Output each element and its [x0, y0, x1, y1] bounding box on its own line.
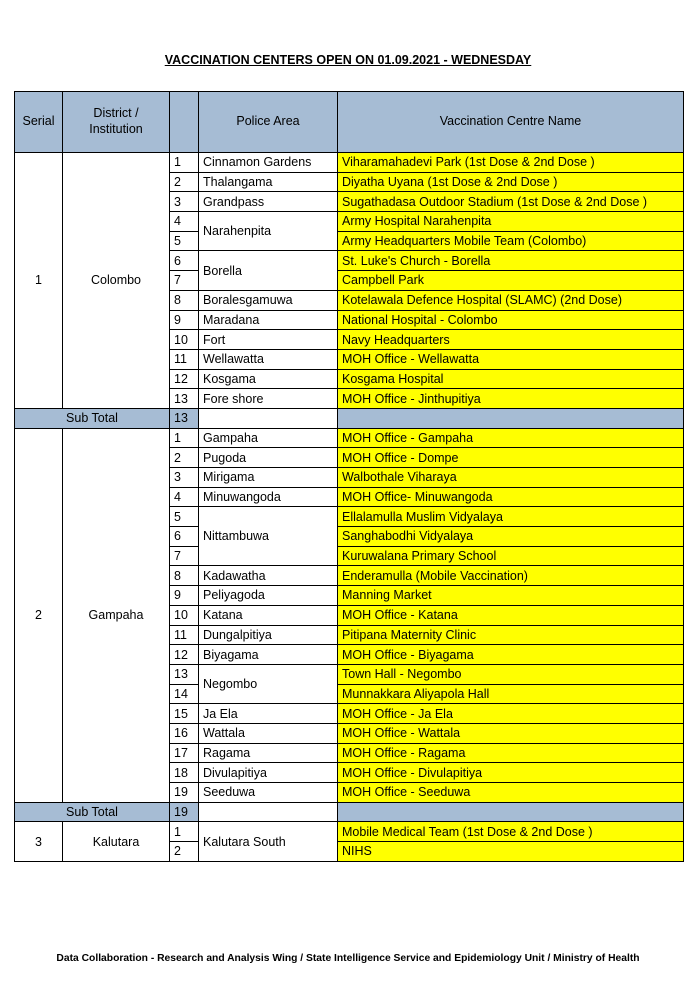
vaccination-centre-cell: St. Luke's Church - Borella [338, 251, 684, 271]
district-cell: Kalutara [63, 822, 170, 861]
vaccination-centre-cell: Diyatha Uyana (1st Dose & 2nd Dose ) [338, 172, 684, 192]
header-police-area: Police Area [199, 92, 338, 153]
table-row [15, 822, 684, 842]
row-number-cell: 16 [170, 723, 199, 743]
police-area-cell: Divulapitiya [199, 763, 338, 783]
police-area-cell: Biyagama [199, 645, 338, 665]
police-area-cell: Pugoda [199, 448, 338, 468]
vaccination-centre-cell: MOH Office - Ja Ela [338, 704, 684, 724]
row-number-cell: 4 [170, 487, 199, 507]
police-area-cell: Wattala [199, 723, 338, 743]
footer-credit: Data Collaboration - Research and Analysis Wing / State Intelligence Service and Epidemiology Unit / Ministry of Health [56, 953, 640, 964]
vaccination-centre-cell: Pitipana Maternity Clinic [338, 625, 684, 645]
row-number-cell: 1 [170, 153, 199, 173]
vaccination-centre-cell: Walbothale Viharaya [338, 468, 684, 488]
police-area-cell: Grandpass [199, 192, 338, 212]
header-serial: Serial [15, 92, 63, 153]
vaccination-centre-cell: MOH Office - Wellawatta [338, 349, 684, 369]
table-header-row [15, 92, 684, 153]
vaccination-centre-cell: MOH Office - Katana [338, 605, 684, 625]
row-number-cell: 11 [170, 349, 199, 369]
police-area-cell: Dungalpitiya [199, 625, 338, 645]
subtotal-value: 19 [170, 802, 199, 822]
police-area-cell: Narahenpita [199, 212, 338, 251]
district-cell: Colombo [63, 153, 170, 409]
police-area-cell: Fore shore [199, 389, 338, 409]
row-number-cell: 10 [170, 330, 199, 350]
police-area-cell: Minuwangoda [199, 487, 338, 507]
row-number-cell: 3 [170, 468, 199, 488]
vaccination-centre-cell: MOH Office - Ragama [338, 743, 684, 763]
subtotal-value: 13 [170, 408, 199, 428]
vaccination-centre-cell: MOH Office - Seeduwa [338, 783, 684, 803]
table-row [15, 428, 684, 448]
subtotal-label: Sub Total [15, 408, 170, 428]
row-number-cell: 3 [170, 192, 199, 212]
police-area-cell: Ragama [199, 743, 338, 763]
row-number-cell: 1 [170, 822, 199, 842]
police-area-cell: Maradana [199, 310, 338, 330]
row-number-cell: 6 [170, 251, 199, 271]
vaccination-centre-cell: NIHS [338, 842, 684, 862]
serial-cell: 3 [15, 822, 63, 861]
vaccination-centre-cell: MOH Office - Divulapitiya [338, 763, 684, 783]
vaccination-centre-cell: MOH Office - Biyagama [338, 645, 684, 665]
vaccination-centre-cell: Kotelawala Defence Hospital (SLAMC) (2nd Dose) [338, 290, 684, 310]
vaccination-centre-cell: MOH Office - Jinthupitiya [338, 389, 684, 409]
row-number-cell: 9 [170, 310, 199, 330]
vaccination-centre-cell: Manning Market [338, 586, 684, 606]
police-area-cell: Katana [199, 605, 338, 625]
police-area-cell: Kosgama [199, 369, 338, 389]
vaccination-centre-cell: Mobile Medical Team (1st Dose & 2nd Dose ) [338, 822, 684, 842]
vaccination-centre-cell: Kosgama Hospital [338, 369, 684, 389]
serial-cell: 2 [15, 428, 63, 802]
vaccination-centre-cell: Town Hall - Negombo [338, 664, 684, 684]
row-number-cell: 8 [170, 290, 199, 310]
row-number-cell: 4 [170, 212, 199, 232]
police-area-cell: Mirigama [199, 468, 338, 488]
police-area-cell: Boralesgamuwa [199, 290, 338, 310]
page-title: VACCINATION CENTERS OPEN ON 01.09.2021 - WEDNESDAY [164, 53, 532, 67]
vaccination-centre-cell: Munnakkara Aliyapola Hall [338, 684, 684, 704]
police-area-cell: Nittambuwa [199, 507, 338, 566]
row-number-cell: 7 [170, 546, 199, 566]
subtotal-blank [338, 408, 684, 428]
vaccination-centre-cell: Viharamahadevi Park (1st Dose & 2nd Dose ) [338, 153, 684, 173]
vaccination-centre-cell: MOH Office - Dompe [338, 448, 684, 468]
row-number-cell: 12 [170, 645, 199, 665]
police-area-cell: Peliyagoda [199, 586, 338, 606]
police-area-cell: Kalutara South [199, 822, 338, 861]
subtotal-row [15, 802, 684, 822]
district-cell: Gampaha [63, 428, 170, 802]
row-number-cell: 13 [170, 389, 199, 409]
row-number-cell: 13 [170, 664, 199, 684]
police-area-cell: Fort [199, 330, 338, 350]
header-number [170, 92, 199, 153]
header-district: District / Institution [63, 92, 170, 153]
header-vaccination-centre: Vaccination Centre Name [338, 92, 684, 153]
police-area-cell: Cinnamon Gardens [199, 153, 338, 173]
row-number-cell: 17 [170, 743, 199, 763]
subtotal-label: Sub Total [15, 802, 170, 822]
police-area-cell: Thalangama [199, 172, 338, 192]
vaccination-centre-cell: National Hospital - Colombo [338, 310, 684, 330]
police-area-cell: Seeduwa [199, 783, 338, 803]
police-area-cell: Negombo [199, 664, 338, 703]
table-row [15, 153, 684, 173]
serial-cell: 1 [15, 153, 63, 409]
subtotal-blank [199, 802, 338, 822]
police-area-cell: Kadawatha [199, 566, 338, 586]
vaccination-centre-cell: MOH Office - Gampaha [338, 428, 684, 448]
vaccination-centre-cell: MOH Office - Wattala [338, 723, 684, 743]
vaccination-centres-table [14, 91, 684, 862]
subtotal-row [15, 408, 684, 428]
vaccination-centre-cell: Campbell Park [338, 271, 684, 291]
subtotal-blank [199, 408, 338, 428]
police-area-cell: Borella [199, 251, 338, 290]
row-number-cell: 11 [170, 625, 199, 645]
vaccination-centre-cell: Kuruwalana Primary School [338, 546, 684, 566]
row-number-cell: 12 [170, 369, 199, 389]
vaccination-centre-cell: Army Headquarters Mobile Team (Colombo) [338, 231, 684, 251]
row-number-cell: 15 [170, 704, 199, 724]
row-number-cell: 5 [170, 231, 199, 251]
vaccination-centre-cell: Sugathadasa Outdoor Stadium (1st Dose & 2nd Dose ) [338, 192, 684, 212]
row-number-cell: 2 [170, 448, 199, 468]
row-number-cell: 10 [170, 605, 199, 625]
row-number-cell: 7 [170, 271, 199, 291]
police-area-cell: Gampaha [199, 428, 338, 448]
row-number-cell: 9 [170, 586, 199, 606]
row-number-cell: 2 [170, 172, 199, 192]
vaccination-centre-cell: Enderamulla (Mobile Vaccination) [338, 566, 684, 586]
row-number-cell: 18 [170, 763, 199, 783]
row-number-cell: 6 [170, 527, 199, 547]
row-number-cell: 8 [170, 566, 199, 586]
row-number-cell: 1 [170, 428, 199, 448]
vaccination-centre-cell: MOH Office- Minuwangoda [338, 487, 684, 507]
subtotal-blank [338, 802, 684, 822]
vaccination-centre-cell: Ellalamulla Muslim Vidyalaya [338, 507, 684, 527]
police-area-cell: Wellawatta [199, 349, 338, 369]
vaccination-centre-cell: Army Hospital Narahenpita [338, 212, 684, 232]
vaccination-centre-cell: Sanghabodhi Vidyalaya [338, 527, 684, 547]
row-number-cell: 5 [170, 507, 199, 527]
vaccination-centre-cell: Navy Headquarters [338, 330, 684, 350]
police-area-cell: Ja Ela [199, 704, 338, 724]
row-number-cell: 2 [170, 842, 199, 862]
row-number-cell: 14 [170, 684, 199, 704]
row-number-cell: 19 [170, 783, 199, 803]
